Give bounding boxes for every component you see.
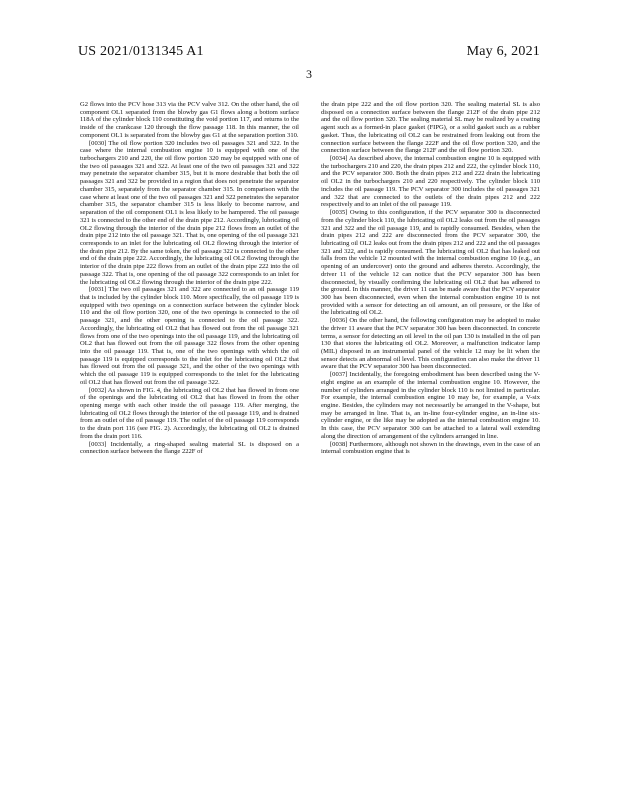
paragraph-0036: [0036] On the other hand, the following configuration may be adopted to make the driver 11 aware that the PCV separator 300 has been disconnected. In concrete terms, a sensor for detecting an oil level in the oil pan 130 is installed in the oil pan 130 that stores the lubricating oil OL2. Moreover, a malfunction indicator lamp (MIL) disposed in an instrumental panel of the vehicle 12 may be lit when the sensor detects an abnormal oil level. This configuration can also make the driver 11 aware that the PCV separator 300 has been disconnected.: [321, 317, 540, 371]
paragraph-0033: [0033] Incidentally, a ring-shaped sealing material SL is disposed on a connection surface between the flange 222F of: [80, 440, 299, 456]
page-header: [78, 44, 540, 68]
paragraph-0034: [0034] As described above, the internal combustion engine 10 is equipped with the turbochargers 210 and 220, the drain pipes 212 and 222, the cylinder block 110, and the PCV separator 300. Both the drain pipes 212 and 222 drain the lubricating oil OL2 in the turbochargers 210 and 220 respectively. The cylinder block 110 includes the oil passage 119. The PCV separator 300 includes the oil passages 321 and 322 that are connected to the outlets of the drain pipes 212 and 222 respectively and to an inlet of the oil passage 119.: [321, 155, 540, 209]
right-column: [321, 101, 540, 795]
paragraph-continuation: G2 flows into the PCV hose 313 via the PCV valve 312. On the other hand, the oil component OL1 separated from the blowby gas G1 flows along a bottom surface 118A of the cylinder block 110 constituting the void portion 117, and returns to the inside of the crankcase 120 through the flow passage 118. In this manner, the oil component OL1 is separated from the blowby gas G1 at the separation portion 310.: [80, 101, 299, 139]
paragraph-0035: [0035] Owing to this configuration, if the PCV separator 300 is disconnected from the cylinder block 110, the lubricating oil OL2 leaks out from the oil passages 321 and 322 and the oil passage 119, and is rapidly consumed. Besides, when the drain pipes 212 and 222 are disconnected from the PCV separator 300, the lubricating oil OL2 leaks out from the drain pipes 212 and 222 and the oil passages 321 and 322, and is rapidly consumed. The lubricating oil OL2 that has leaked out falls from the vehicle 12 mounted with the internal combustion engine 10 (e.g., an opening of an undercover) onto the ground and adheres thereto. Accordingly, the driver 11 of the vehicle 12 can notice that the PCV separator 300 has been disconnected, by visually confirming the lubricating oil OL2 that has adhered to the ground. In this manner, the driver 11 can be made aware that the PCV separator 300 has been disconnected, even when the internal combustion engine 10 is not provided with a sensor for detecting an oil amount, an oil pressure, or the like of the lubricating oil OL2.: [321, 209, 540, 317]
left-column: [80, 101, 299, 795]
paragraph-0030: [0030] The oil flow portion 320 includes two oil passages 321 and 322. In the case where the internal combustion engine 10 is equipped with one of the turbochargers 210 and 220, the oil flow portion 320 may be equipped with one of the two oil passages 321 and 322. At least one of the two oil passages 321 and 322 may penetrate the separator chamber 315, but it is more desirable that both the oil passages 321 and 322 be provided in a region that does not penetrate the separator chamber 315, separately from the separator chamber 315. In comparison with the case where at least one of the two oil passages 321 and 322 penetrates the separator chamber 315, the separator chamber 315 is less likely to become narrow, and separation of the oil component OL1 is less likely to be hampered. The oil passage 321 is connected to the other end of the drain pipe 212. Accordingly, lubricating oil OL2 flowing through the interior of the drain pipe 212 flows from an outlet of the drain pipe 212 into the oil passage 321. That is, one opening of the oil passage 321 corresponds to an inlet for the lubricating oil OL2 flowing through the interior of the drain pipe 212. By the same token, the oil passage 322 is connected to the other end of the drain pipe 222. Accordingly, the lubricating oil OL2 flowing through the interior of the drain pipe 222 flows from an outlet of the drain pipe 222 into the oil passage 322. That is, one opening of the oil passage 322 corresponds to an inlet for the lubricating oil OL2 flowing through the interior of the drain pipe 222.: [80, 139, 299, 286]
text-columns: [80, 101, 540, 795]
page-number: 3: [306, 67, 312, 81]
paragraph-0032: [0032] As shown in FIG. 4, the lubricating oil OL2 that has flowed in from one of the openings and the lubricating oil OL2 that has flowed in from the other opening merge with each other inside the oil passage 119. After merging, the lubricating oil OL2 flows through the interior of the oil passage 119, and is drained from an outlet of the oil passage 119. The outlet of the oil passage 119 corresponds to the drain port 116 (see FIG. 2). Accordingly, the lubricating oil OL2 is drained from the drain port 116.: [80, 386, 299, 440]
paragraph-0037: [0037] Incidentally, the foregoing embodiment has been described using the V-eight engine as an example of the internal combustion engine 10. However, the number of cylinders arranged in the cylinder block 110 is not limited in particular. For example, the internal combustion engine 10 may be, for example, a V-six engine. Besides, the cylinders may not necessarily be arranged in the V-shape, but may be arranged in line. That is, an in-line four-cylinder engine, an in-line six-cylinder engine, or the like may be adopted as the internal combustion engine 10. In this case, the PCV separator 300 can be attached to a lateral wall extending along the direction of arrangement of the cylinders arranged in line.: [321, 371, 540, 440]
publication-number: US 2021/0131345 A1: [78, 44, 204, 59]
publication-date: May 6, 2021: [466, 44, 540, 59]
paragraph-0031: [0031] The two oil passages 321 and 322 are connected to an oil passage 119 that is included by the cylinder block 110. More specifically, the oil passage 119 is equipped with two openings on a connection surface between the cylinder block 110 and the oil flow portion 320, one of the two openings is connected to the oil passage 321, and the other opening is connected to the oil passage 322. Accordingly, the lubricating oil OL2 that has flowed out from the oil passage 321 flows from one of the two openings into the oil passage 119, and the lubricating oil OL2 that has flowed out from the oil passage 322 flows from the other opening into the oil passage 119. That is, one of the two openings with which the oil passage 119 is equipped corresponds to the inlet for the lubricating oil OL2 that has flowed out from the oil passage 321, and the other of the two openings with which the oil passage 119 is equipped corresponds to the inlet for the lubricating oil OL2 that has flowed out from the oil passage 322.: [80, 286, 299, 386]
paragraph-0038: [0038] Furthermore, although not shown in the drawings, even in the case of an internal combustion engine that is: [321, 440, 540, 456]
paragraph-0033-continued: the drain pipe 222 and the oil flow portion 320. The sealing material SL is also disposed on a connection surface between the flange 212F of the drain pipe 212 and the oil flow portion 320. The sealing material SL may be realized by a coating agent such as a formed-in place gasket (FIPG), or a solid gasket such as a rubber gasket. Thus, the lubricating oil OL2 can be restrained from leaking out from the connection surface between the flange 222F and the oil flow portion 320, and the connection surface between the flange 212F and the oil flow portion 320.: [321, 101, 540, 155]
